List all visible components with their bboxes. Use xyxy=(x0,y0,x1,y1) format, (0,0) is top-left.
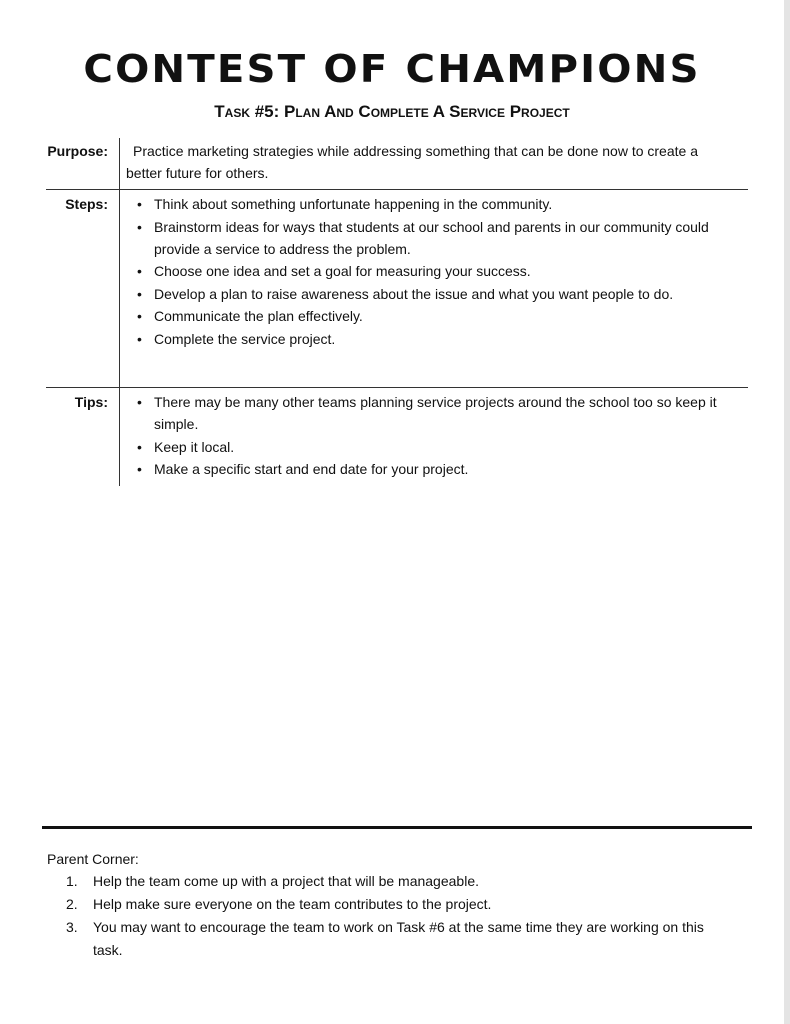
tips-list xyxy=(154,391,744,481)
purpose-text: Practice marketing strategies while addressing something that can be done now to create a better future for others. xyxy=(126,143,698,181)
tips-item: • There may be many other teams planning service projects around the school too so keep it simple. xyxy=(154,391,744,435)
steps-item: • Develop a plan to raise awareness about the issue and what you want people to do. xyxy=(154,283,744,305)
steps-label: Steps: xyxy=(65,196,108,212)
parent-corner-item xyxy=(47,916,737,961)
tips-label: Tips: xyxy=(74,394,108,410)
tips-item: • Make a specific start and end date for your project. xyxy=(154,458,744,480)
steps-list xyxy=(154,193,744,350)
purpose-label: Purpose: xyxy=(47,143,108,159)
steps-item: • Choose one idea and set a goal for measuring your success. xyxy=(154,260,744,282)
tips-column-divider xyxy=(119,388,120,486)
page-edge xyxy=(784,0,790,1024)
parent-corner-item-text: Help make sure everyone on the team contributes to the project. xyxy=(93,896,492,912)
parent-corner-item-number: 2. xyxy=(66,896,78,912)
parent-corner-item-text: You may want to encourage the team to work on Task #6 at the same time they are working on this task. xyxy=(93,919,704,958)
parent-corner-item xyxy=(47,870,737,893)
parent-corner-item xyxy=(47,893,737,916)
task-subtitle: Task #5: Plan And Complete A Service Project xyxy=(214,102,570,121)
steps-item: • Complete the service project. xyxy=(154,328,744,350)
parent-corner-list xyxy=(47,870,737,962)
document-title: CONTEST OF CHAMPIONS xyxy=(83,47,701,91)
steps-column-divider xyxy=(119,190,120,387)
parent-corner-item-number: 3. xyxy=(66,919,78,935)
steps-item: • Brainstorm ideas for ways that students at our school and parents in our community could provide a service to address the problem. xyxy=(154,216,744,260)
steps-tips-divider xyxy=(46,387,748,388)
purpose-steps-divider xyxy=(46,189,748,190)
steps-item: • Communicate the plan effectively. xyxy=(154,305,744,327)
tips-item: • Keep it local. xyxy=(154,436,744,458)
parent-corner-item-number: 1. xyxy=(66,873,78,889)
section-divider xyxy=(42,826,752,829)
purpose-column-divider xyxy=(119,138,120,189)
parent-corner-heading: Parent Corner: xyxy=(47,851,139,867)
steps-item: • Think about something unfortunate happening in the community. xyxy=(154,193,744,215)
parent-corner-item-text: Help the team come up with a project that will be manageable. xyxy=(93,873,479,889)
